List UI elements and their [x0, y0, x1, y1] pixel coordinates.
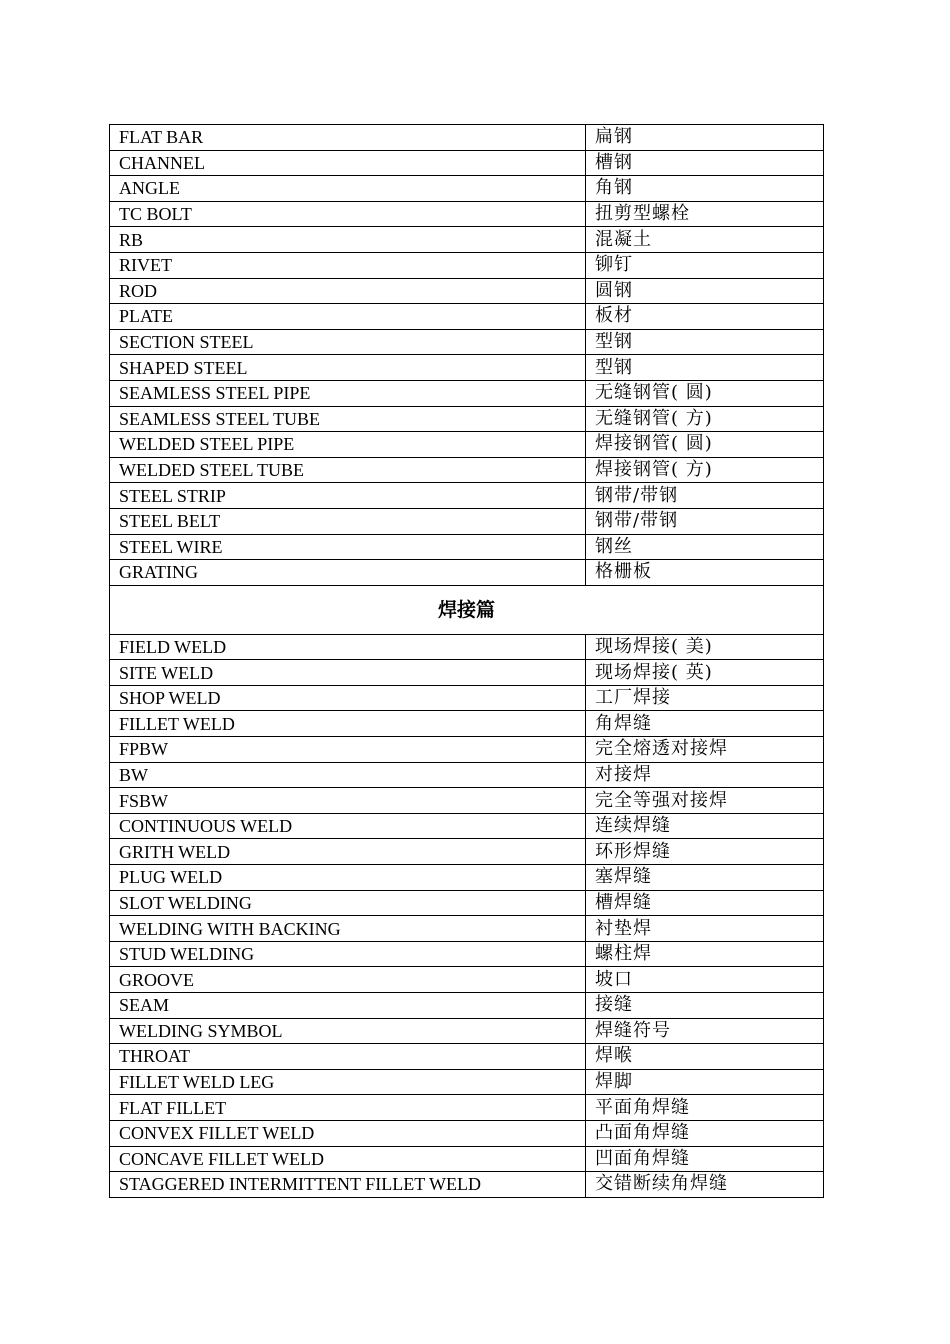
table-row — [110, 150, 824, 176]
table-row — [110, 560, 824, 586]
english-term: SEAMLESS STEEL PIPE — [110, 380, 586, 406]
chinese-term: 平面角焊缝 — [586, 1095, 824, 1121]
english-term: WELDING SYMBOL — [110, 1018, 586, 1044]
english-term: SEAMLESS STEEL TUBE — [110, 406, 586, 432]
chinese-term: 角钢 — [586, 176, 824, 202]
english-term: CONVEX FILLET WELD — [110, 1120, 586, 1146]
table-row — [110, 329, 824, 355]
table-row — [110, 457, 824, 483]
english-term: SLOT WELDING — [110, 890, 586, 916]
table-row — [110, 1146, 824, 1172]
table-row — [110, 941, 824, 967]
chinese-term: 螺柱焊 — [586, 941, 824, 967]
chinese-term: 焊接钢管( 圆) — [586, 432, 824, 458]
english-term: GRATING — [110, 560, 586, 586]
table-row — [110, 201, 824, 227]
glossary-table-body — [110, 125, 824, 1198]
table-row — [110, 380, 824, 406]
table-row — [110, 813, 824, 839]
table-row — [110, 432, 824, 458]
english-term: GROOVE — [110, 967, 586, 993]
english-term: PLATE — [110, 304, 586, 330]
chinese-term: 无缝钢管( 方) — [586, 406, 824, 432]
chinese-term: 扭剪型螺栓 — [586, 201, 824, 227]
table-row — [110, 278, 824, 304]
table-row — [110, 890, 824, 916]
english-term: FILLET WELD LEG — [110, 1069, 586, 1095]
table-row — [110, 865, 824, 891]
english-term: FLAT BAR — [110, 125, 586, 151]
chinese-term: 钢丝 — [586, 534, 824, 560]
table-row — [110, 176, 824, 202]
table-row — [110, 762, 824, 788]
chinese-term: 格栅板 — [586, 560, 824, 586]
table-row — [110, 916, 824, 942]
chinese-term: 钢带/带钢 — [586, 483, 824, 509]
table-row — [110, 967, 824, 993]
table-row — [110, 1172, 824, 1198]
section-heading: 焊接篇 — [110, 585, 824, 634]
english-term: WELDED STEEL PIPE — [110, 432, 586, 458]
table-row — [110, 227, 824, 253]
chinese-term: 凸面角焊缝 — [586, 1120, 824, 1146]
chinese-term: 板材 — [586, 304, 824, 330]
chinese-term: 连续焊缝 — [586, 813, 824, 839]
english-term: STEEL STRIP — [110, 483, 586, 509]
document-page — [109, 124, 823, 1198]
table-row — [110, 1120, 824, 1146]
table-row — [110, 685, 824, 711]
glossary-table — [109, 124, 824, 1198]
chinese-term: 混凝土 — [586, 227, 824, 253]
english-term: THROAT — [110, 1044, 586, 1070]
english-term: CHANNEL — [110, 150, 586, 176]
table-row — [110, 1095, 824, 1121]
english-term: CONTINUOUS WELD — [110, 813, 586, 839]
english-term: CONCAVE FILLET WELD — [110, 1146, 586, 1172]
table-row — [110, 711, 824, 737]
chinese-term: 焊接钢管( 方) — [586, 457, 824, 483]
chinese-term: 衬垫焊 — [586, 916, 824, 942]
english-term: STAGGERED INTERMITTENT FILLET WELD — [110, 1172, 586, 1198]
english-term: STEEL WIRE — [110, 534, 586, 560]
english-term: PLUG WELD — [110, 865, 586, 891]
chinese-term: 现场焊接( 英) — [586, 660, 824, 686]
table-row — [110, 406, 824, 432]
english-term: FLAT FILLET — [110, 1095, 586, 1121]
chinese-term: 完全熔透对接焊 — [586, 737, 824, 763]
table-row — [110, 788, 824, 814]
english-term: SEAM — [110, 993, 586, 1019]
english-term: FIELD WELD — [110, 634, 586, 660]
table-row — [110, 534, 824, 560]
chinese-term: 型钢 — [586, 355, 824, 381]
english-term: STUD WELDING — [110, 941, 586, 967]
chinese-term: 扁钢 — [586, 125, 824, 151]
table-row — [110, 355, 824, 381]
chinese-term: 角焊缝 — [586, 711, 824, 737]
chinese-term: 铆钉 — [586, 252, 824, 278]
english-term: TC BOLT — [110, 201, 586, 227]
chinese-term: 型钢 — [586, 329, 824, 355]
chinese-term: 焊喉 — [586, 1044, 824, 1070]
table-row — [110, 304, 824, 330]
table-row — [110, 125, 824, 151]
english-term: FPBW — [110, 737, 586, 763]
english-term: ROD — [110, 278, 586, 304]
chinese-term: 无缝钢管( 圆) — [586, 380, 824, 406]
table-row — [110, 660, 824, 686]
table-row — [110, 839, 824, 865]
english-term: RB — [110, 227, 586, 253]
english-term: WELDED STEEL TUBE — [110, 457, 586, 483]
table-row — [110, 252, 824, 278]
english-term: RIVET — [110, 252, 586, 278]
chinese-term: 凹面角焊缝 — [586, 1146, 824, 1172]
english-term: SITE WELD — [110, 660, 586, 686]
table-row — [110, 1044, 824, 1070]
english-term: SECTION STEEL — [110, 329, 586, 355]
chinese-term: 坡口 — [586, 967, 824, 993]
chinese-term: 槽钢 — [586, 150, 824, 176]
chinese-term: 塞焊缝 — [586, 865, 824, 891]
chinese-term: 现场焊接( 美) — [586, 634, 824, 660]
chinese-term: 环形焊缝 — [586, 839, 824, 865]
chinese-term: 焊缝符号 — [586, 1018, 824, 1044]
english-term: ANGLE — [110, 176, 586, 202]
chinese-term: 钢带/带钢 — [586, 508, 824, 534]
chinese-term: 完全等强对接焊 — [586, 788, 824, 814]
english-term: FSBW — [110, 788, 586, 814]
english-term: SHAPED STEEL — [110, 355, 586, 381]
chinese-term: 接缝 — [586, 993, 824, 1019]
english-term: STEEL BELT — [110, 508, 586, 534]
table-row — [110, 993, 824, 1019]
table-row — [110, 1018, 824, 1044]
chinese-term: 槽焊缝 — [586, 890, 824, 916]
table-row — [110, 737, 824, 763]
table-row — [110, 634, 824, 660]
chinese-term: 焊脚 — [586, 1069, 824, 1095]
english-term: WELDING WITH BACKING — [110, 916, 586, 942]
chinese-term: 圆钢 — [586, 278, 824, 304]
english-term: SHOP WELD — [110, 685, 586, 711]
section-heading-row — [110, 585, 824, 634]
chinese-term: 交错断续角焊缝 — [586, 1172, 824, 1198]
english-term: FILLET WELD — [110, 711, 586, 737]
table-row — [110, 1069, 824, 1095]
english-term: BW — [110, 762, 586, 788]
table-row — [110, 483, 824, 509]
chinese-term: 对接焊 — [586, 762, 824, 788]
english-term: GRITH WELD — [110, 839, 586, 865]
table-row — [110, 508, 824, 534]
chinese-term: 工厂焊接 — [586, 685, 824, 711]
